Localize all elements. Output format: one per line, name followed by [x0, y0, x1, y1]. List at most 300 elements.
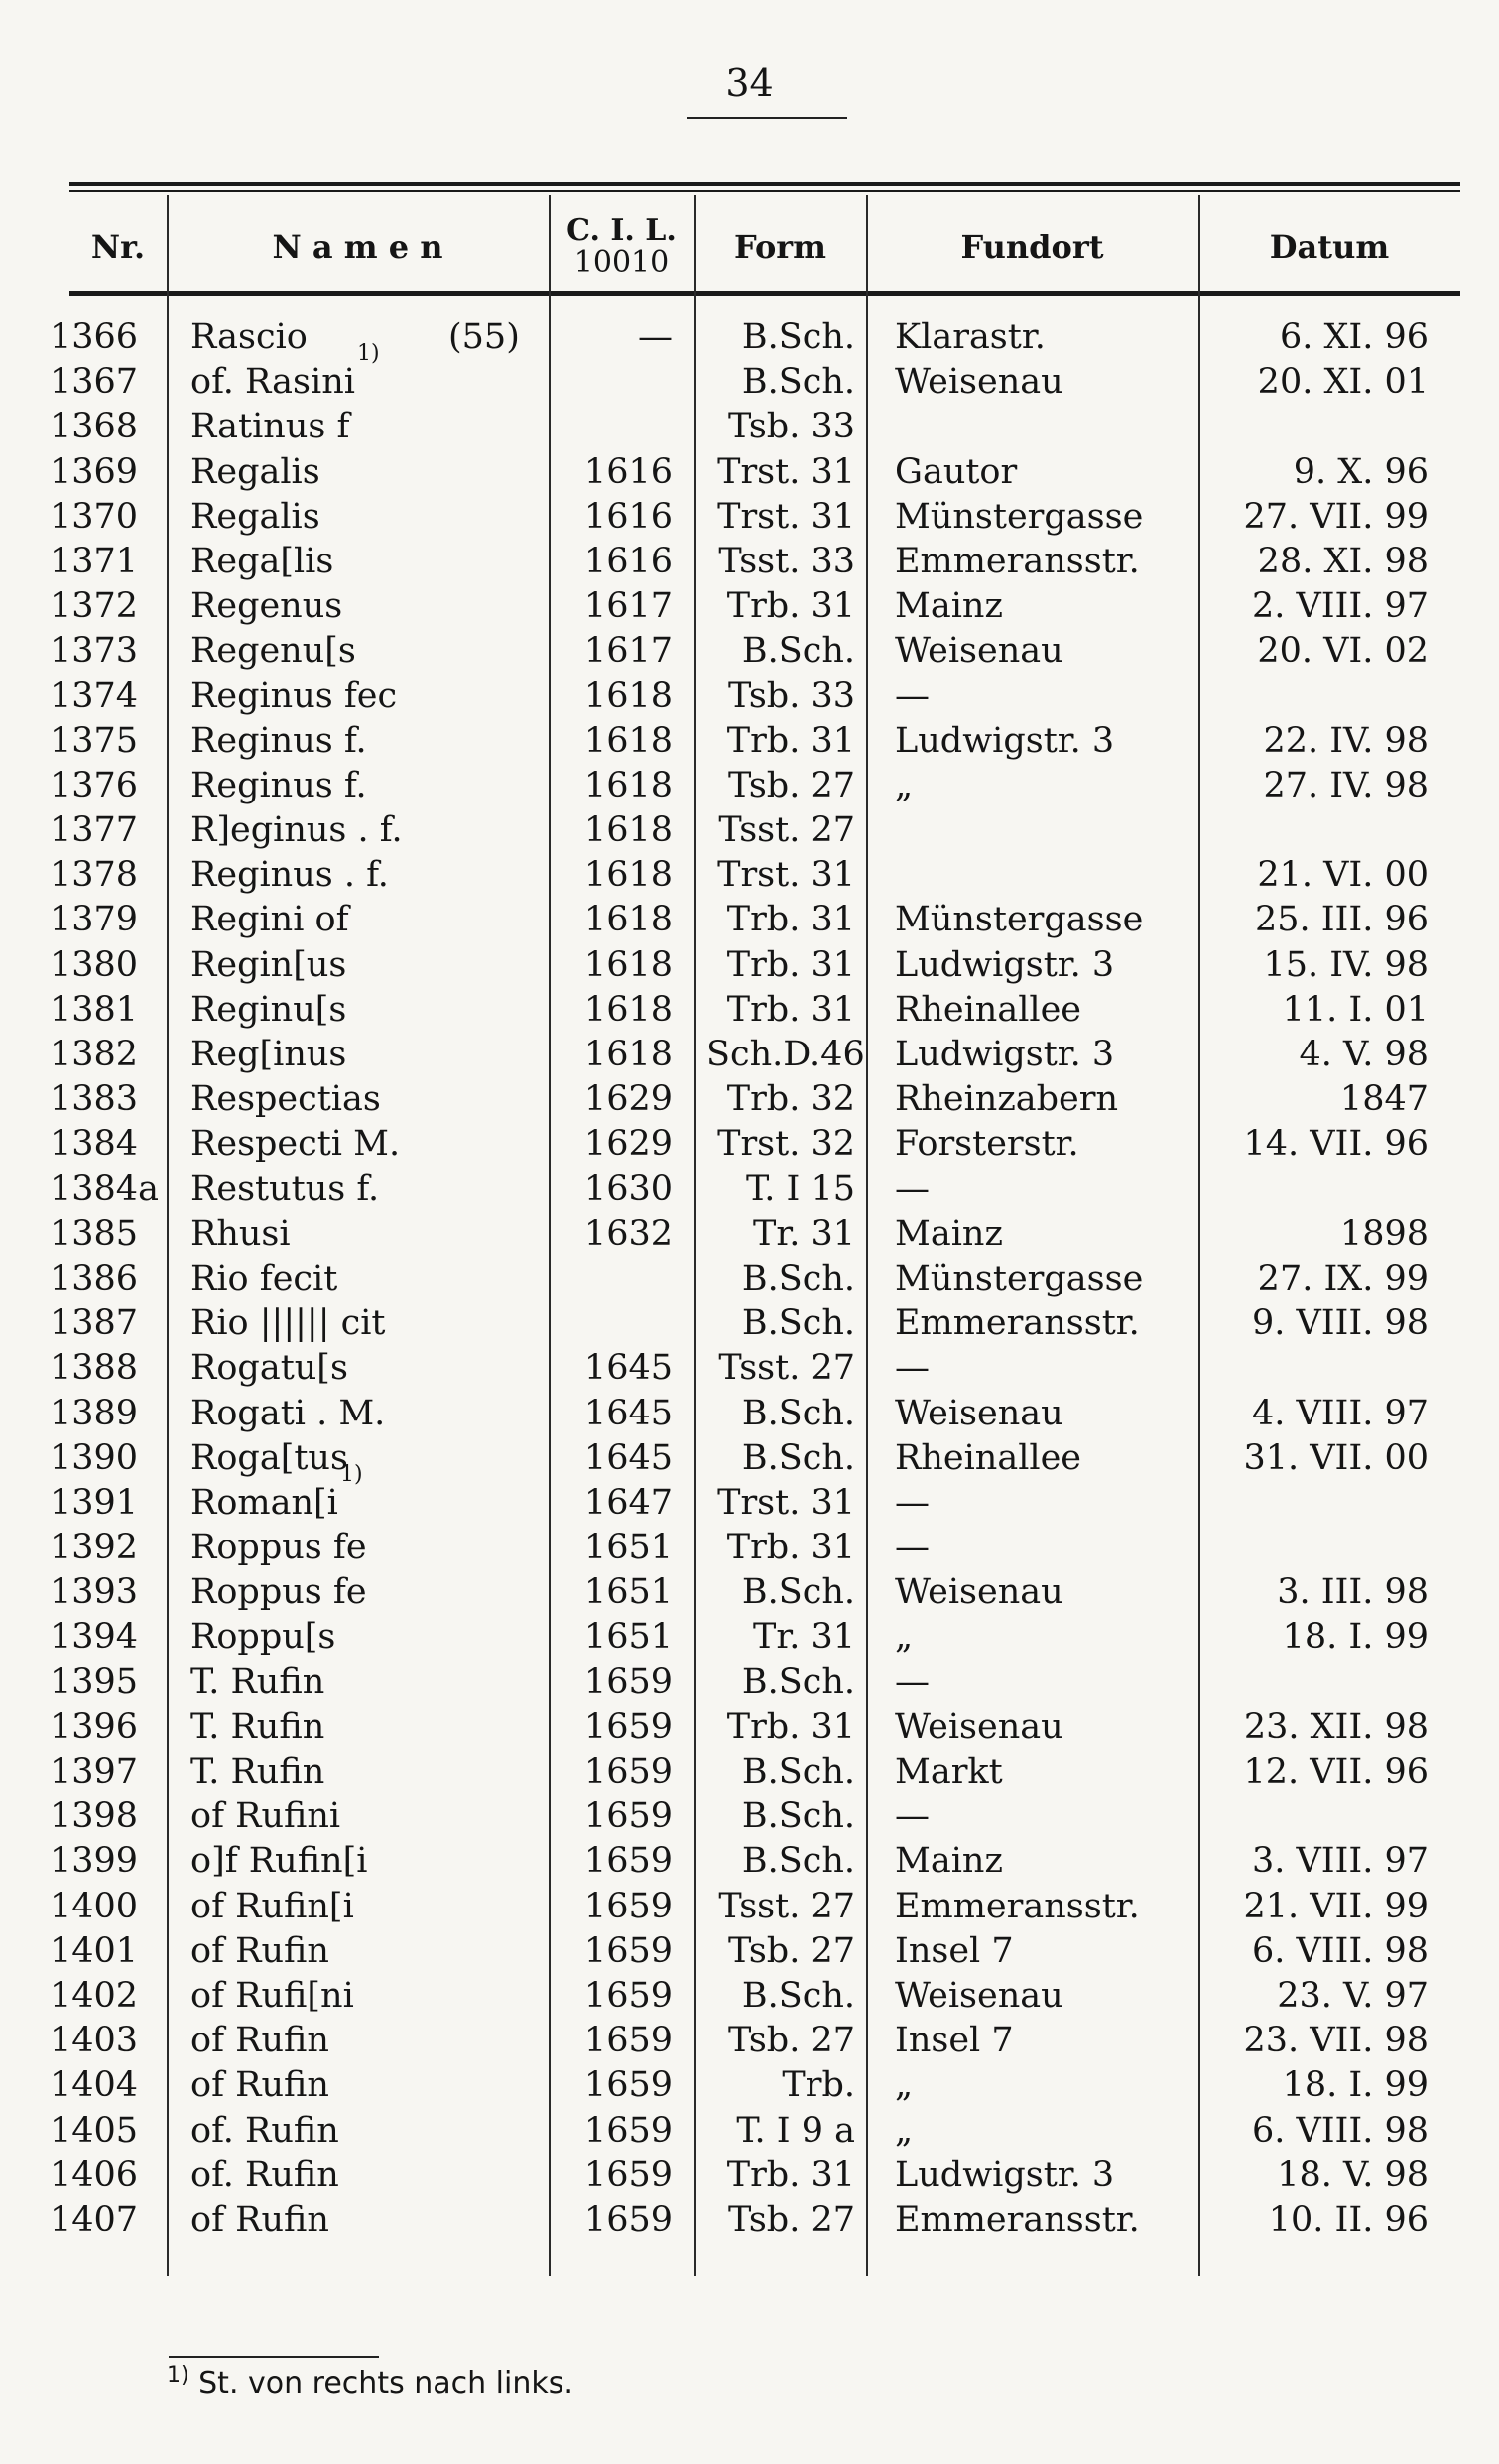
table-row — [0, 943, 1499, 988]
cell-cil: 1659 — [583, 1706, 673, 1747]
cell-nr: 1388 — [50, 1348, 139, 1389]
cell-form: B.Sch. — [741, 1303, 855, 1344]
cell-nr: 1395 — [50, 1662, 139, 1702]
cell-form: Trb. 31 — [726, 1706, 855, 1747]
cell-datum: 1898 — [1339, 1213, 1429, 1254]
cell-form: Trb. 31 — [726, 586, 855, 627]
cell-datum: 21. VI. 00 — [1257, 855, 1429, 896]
cell-nr: 1370 — [50, 496, 139, 537]
cell-form: B.Sch. — [741, 1796, 855, 1837]
cell-name: of. Rasini — [190, 362, 355, 403]
table-body — [0, 315, 1499, 2243]
cell-cil: 1659 — [583, 1752, 673, 1791]
cell-cil: 1618 — [583, 944, 673, 985]
cell-name: Regalis — [190, 451, 320, 492]
cell-nr: 1367 — [50, 362, 139, 403]
table-row — [0, 2154, 1499, 2198]
cell-datum: 20. XI. 01 — [1257, 362, 1429, 403]
cell-form: B.Sch. — [741, 1841, 855, 1882]
cell-name: Regenu[s — [190, 631, 356, 672]
cell-name: Rio fecit — [190, 1258, 338, 1298]
cell-nr: 1375 — [50, 720, 139, 761]
cell-datum: 12. VII. 96 — [1243, 1752, 1429, 1791]
cell-form: Trst. 32 — [717, 1124, 855, 1165]
table-row — [0, 584, 1499, 629]
cell-form: Trb. 32 — [726, 1079, 855, 1120]
table-row — [0, 1122, 1499, 1167]
header-cil-bottom: 10010 — [573, 245, 670, 280]
cell-nr: 1390 — [50, 1437, 139, 1478]
table-row — [0, 2109, 1499, 2154]
cell-fundort: „ — [895, 2110, 914, 2151]
cell-cil: 1618 — [583, 810, 673, 851]
cell-name: Regin[us — [190, 944, 347, 985]
cell-cil: 1659 — [583, 2199, 673, 2240]
cell-cil: 1618 — [583, 900, 673, 940]
cell-cil: 1629 — [583, 1124, 673, 1165]
cell-fundort: Mainz — [895, 1213, 1003, 1254]
cell-name: Reginus . f. — [190, 855, 389, 896]
cell-datum: 10. II. 96 — [1268, 2199, 1429, 2240]
cell-fundort: Weisenau — [895, 1975, 1063, 2016]
table-row — [0, 1794, 1499, 1839]
cell-nr: 1398 — [50, 1796, 139, 1837]
cell-name: Ratinus f — [190, 407, 350, 447]
cell-cil: 1617 — [583, 586, 673, 627]
cell-datum: 1847 — [1339, 1079, 1429, 1120]
table-row — [0, 1257, 1499, 1301]
cell-datum: 9. X. 96 — [1293, 451, 1429, 492]
cell-nr: 1377 — [50, 810, 139, 851]
cell-form: Tsb. 27 — [728, 765, 855, 805]
cell-nr: 1389 — [50, 1393, 139, 1433]
cell-fundort: — — [895, 1169, 930, 1209]
cell-cil: 1618 — [583, 676, 673, 716]
table-row — [0, 2198, 1499, 2243]
table-row — [0, 629, 1499, 674]
cell-datum: 23. V. 97 — [1277, 1975, 1429, 2016]
cell-fundort: — — [895, 1482, 930, 1523]
cell-name: R]eginus . f. — [190, 810, 403, 851]
cell-name: Roppus fe — [190, 1528, 367, 1568]
cell-form: Trb. 31 — [726, 900, 855, 940]
table-row — [0, 1526, 1499, 1570]
cell-nr: 1400 — [50, 1886, 139, 1926]
cell-cil: 1618 — [583, 765, 673, 805]
cell-fundort: Ludwigstr. 3 — [895, 720, 1115, 761]
cell-nr: 1403 — [50, 2021, 139, 2061]
cell-fundort: Münstergasse — [895, 900, 1144, 940]
cell-cil: 1659 — [583, 1796, 673, 1837]
cell-cil: 1630 — [583, 1169, 673, 1209]
cell-datum: 14. VII. 96 — [1243, 1124, 1429, 1165]
cell-form: Trst. 31 — [717, 855, 855, 896]
cell-cil: 1616 — [583, 496, 673, 537]
header-cil-top: C. I. L. — [566, 213, 677, 248]
cell-cil: 1659 — [583, 2021, 673, 2061]
cell-fundort: Insel 7 — [895, 1930, 1014, 1971]
cell-cil: — — [638, 317, 673, 357]
cell-nr: 1385 — [50, 1213, 139, 1254]
cell-cil: 1618 — [583, 855, 673, 896]
cell-datum: 28. XI. 98 — [1257, 541, 1429, 581]
cell-cil: 1632 — [583, 1213, 673, 1254]
cell-name: Roppus fe — [190, 1572, 367, 1613]
cell-form: Tsst. 33 — [718, 541, 855, 581]
cell-form: Tsb. 27 — [728, 2199, 855, 2240]
cell-datum: 6. XI. 96 — [1279, 317, 1429, 357]
cell-datum: 18. V. 98 — [1277, 2155, 1429, 2195]
table-row — [0, 1570, 1499, 1615]
cell-datum: 3. III. 98 — [1277, 1572, 1429, 1613]
cell-fundort: Mainz — [895, 586, 1003, 627]
cell-name: Reginus fec — [190, 676, 398, 716]
cell-name: T. Rufin — [190, 1662, 325, 1702]
cell-form: B.Sch. — [741, 1752, 855, 1791]
cell-form: B.Sch. — [741, 1437, 855, 1478]
cell-cil: 1659 — [583, 1975, 673, 2016]
cell-nr: 1387 — [50, 1303, 139, 1344]
cell-fundort: Emmeransstr. — [895, 1886, 1140, 1926]
cell-fundort: Münstergasse — [895, 1258, 1144, 1298]
cell-datum: 27. IV. 98 — [1263, 765, 1429, 805]
cell-datum: 6. VIII. 98 — [1251, 1930, 1429, 1971]
cell-datum: 22. IV. 98 — [1263, 720, 1429, 761]
cell-name: of Rufin[i — [190, 1886, 354, 1926]
cell-cil: 1645 — [583, 1437, 673, 1478]
cell-cil: 1629 — [583, 1079, 673, 1120]
cell-name: Roga[tus — [190, 1437, 348, 1478]
cell-form: B.Sch. — [741, 317, 855, 357]
cell-datum: 15. IV. 98 — [1263, 944, 1429, 985]
cell-extra: (55) — [448, 317, 520, 357]
cell-fundort: Klarastr. — [895, 317, 1046, 357]
cell-form: Tsst. 27 — [718, 1886, 855, 1926]
cell-form: B.Sch. — [741, 1393, 855, 1433]
cell-form: Tsb. 33 — [728, 676, 855, 716]
cell-fundort: Rheinallee — [895, 989, 1082, 1030]
cell-name: Rega[lis — [190, 541, 334, 581]
cell-fundort: — — [895, 676, 930, 716]
cell-fundort: Rheinallee — [895, 1437, 1082, 1478]
cell-nr: 1374 — [50, 676, 139, 716]
cell-name: Reg[inus — [190, 1035, 347, 1074]
cell-datum: 6. VIII. 98 — [1251, 2110, 1429, 2151]
cell-fundort: Weisenau — [895, 631, 1063, 672]
cell-datum: 20. VI. 02 — [1257, 631, 1429, 672]
cell-datum: 3. VIII. 97 — [1251, 1841, 1429, 1882]
cell-fundort: Markt — [895, 1752, 1003, 1791]
cell-cil: 1659 — [583, 2155, 673, 2195]
cell-name: Reginus f. — [190, 765, 367, 805]
cell-nr: 1380 — [50, 944, 139, 985]
cell-form: Trb. 31 — [726, 720, 855, 761]
cell-cil: 1618 — [583, 989, 673, 1030]
cell-fundort: „ — [895, 765, 914, 805]
cell-cil: 1659 — [583, 1930, 673, 1971]
cell-form: Tsst. 27 — [718, 810, 855, 851]
header-namen: N a m e n — [272, 228, 443, 266]
cell-datum: 2. VIII. 97 — [1251, 586, 1429, 627]
page-number-underline — [687, 117, 847, 119]
cell-name: of. Rufin — [190, 2110, 339, 2151]
table-row: 1367 of. Rasini 1) B.Sch. Weisenau 20. XI. 01 — [0, 360, 1499, 405]
table-row — [0, 1974, 1499, 2019]
header-fundort: Fundort — [960, 228, 1104, 266]
cell-datum: 23. VII. 98 — [1243, 2021, 1429, 2061]
cell-form: Tsb. 27 — [728, 1930, 855, 1971]
cell-nr: 1407 — [50, 2199, 139, 2240]
cell-datum: 18. I. 99 — [1282, 2065, 1429, 2106]
cell-datum: 27. IX. 99 — [1257, 1258, 1429, 1298]
cell-form: Trst. 31 — [717, 1482, 855, 1523]
cell-fundort: — — [895, 1528, 930, 1568]
table-row — [0, 315, 1499, 360]
table-row — [0, 1168, 1499, 1212]
cell-cil: 1659 — [583, 2065, 673, 2106]
cell-form: Trb. — [782, 2065, 855, 2106]
table-row — [0, 988, 1499, 1033]
cell-cil: 1617 — [583, 631, 673, 672]
cell-name: Rio |||||| cit — [190, 1303, 386, 1344]
cell-name: of Rufin — [190, 2021, 329, 2061]
cell-datum: 31. VII. 00 — [1243, 1437, 1429, 1478]
cell-fundort: — — [895, 1662, 930, 1702]
cell-nr: 1372 — [50, 586, 139, 627]
cell-name: Roman[i — [190, 1482, 338, 1523]
cell-nr: 1378 — [50, 855, 139, 896]
cell-fundort: „ — [895, 1617, 914, 1658]
cell-form: Tsst. 27 — [718, 1348, 855, 1389]
cell-fundort: Ludwigstr. 3 — [895, 944, 1115, 985]
cell-form: T. I 9 a — [736, 2110, 855, 2151]
cell-cil: 1659 — [583, 2110, 673, 2151]
cell-nr: 1396 — [50, 1706, 139, 1747]
cell-fundort: — — [895, 1796, 930, 1837]
table-row — [0, 1750, 1499, 1794]
table-row — [0, 1839, 1499, 1884]
cell-fundort: Münstergasse — [895, 496, 1144, 537]
cell-name: Roppu[s — [190, 1617, 336, 1658]
table-row — [0, 1615, 1499, 1660]
cell-cil: 1651 — [583, 1572, 673, 1613]
table-row — [0, 1212, 1499, 1257]
table-row — [0, 2019, 1499, 2063]
cell-datum: 25. III. 96 — [1254, 900, 1429, 940]
cell-fundort: Weisenau — [895, 362, 1063, 403]
cell-form: Trst. 31 — [717, 451, 855, 492]
cell-name: Regalis — [190, 496, 320, 537]
cell-nr: 1366 — [50, 317, 139, 357]
cell-datum: 9. VIII. 98 — [1251, 1303, 1429, 1344]
table-row — [0, 764, 1499, 808]
cell-form: B.Sch. — [741, 1975, 855, 2016]
cell-nr: 1371 — [50, 541, 139, 581]
cell-name: o]f Rufin[i — [190, 1841, 368, 1882]
cell-fundort: Weisenau — [895, 1572, 1063, 1613]
cell-cil: 1616 — [583, 541, 673, 581]
cell-fundort: Weisenau — [895, 1706, 1063, 1747]
cell-nr: 1402 — [50, 1975, 139, 2016]
cell-name: T. Rufin — [190, 1752, 325, 1791]
header-nr: Nr. — [90, 228, 146, 266]
cell-nr: 1399 — [50, 1841, 139, 1882]
cell-fundort: Emmeransstr. — [895, 1303, 1140, 1344]
cell-datum: 27. VII. 99 — [1243, 496, 1429, 537]
cell-nr: 1406 — [50, 2155, 139, 2195]
cell-form: Trb. 31 — [726, 2155, 855, 2195]
cell-datum: 23. XII. 98 — [1243, 1706, 1429, 1747]
cell-fundort: — — [895, 1348, 930, 1389]
cell-cil: 1618 — [583, 1035, 673, 1074]
cell-nr: 1376 — [50, 765, 139, 805]
cell-form: Trb. 31 — [726, 944, 855, 985]
cell-form: B.Sch. — [741, 1258, 855, 1298]
table-row — [0, 898, 1499, 942]
table-row — [0, 1077, 1499, 1122]
table-top-rule-thin — [69, 190, 1460, 192]
table-row — [0, 808, 1499, 853]
cell-cil: 1651 — [583, 1617, 673, 1658]
table-row — [0, 1885, 1499, 1929]
cell-form: B.Sch. — [741, 631, 855, 672]
cell-name: Rogati . M. — [190, 1393, 386, 1433]
table-row — [0, 1929, 1499, 1974]
cell-name: of Rufi[ni — [190, 1975, 354, 2016]
table-row — [0, 1301, 1499, 1346]
cell-form: Trb. 31 — [726, 989, 855, 1030]
cell-cil: 1659 — [583, 1841, 673, 1882]
cell-cil: 1645 — [583, 1393, 673, 1433]
cell-nr: 1393 — [50, 1572, 139, 1613]
cell-form: Trst. 31 — [717, 496, 855, 537]
cell-cil: 1618 — [583, 720, 673, 761]
table-row — [0, 675, 1499, 719]
cell-form: Tsb. 27 — [728, 2021, 855, 2061]
cell-fundort: Emmeransstr. — [895, 2199, 1140, 2240]
table-row — [0, 1661, 1499, 1705]
cell-form: Tr. 31 — [752, 1213, 855, 1254]
cell-nr: 1401 — [50, 1930, 139, 1971]
header-datum: Datum — [1269, 228, 1390, 266]
cell-nr: 1382 — [50, 1035, 139, 1074]
cell-datum: 18. I. 99 — [1282, 1617, 1429, 1658]
cell-name: Regini of — [190, 900, 349, 940]
cell-name: T. Rufin — [190, 1706, 325, 1747]
cell-cil: 1616 — [583, 451, 673, 492]
header-bottom-rule — [69, 291, 1460, 296]
cell-name: Rascio — [190, 317, 308, 357]
cell-nr: 1368 — [50, 407, 139, 447]
cell-datum: 4. V. 98 — [1299, 1035, 1429, 1074]
cell-form: Trb. 31 — [726, 1528, 855, 1568]
cell-form: Tr. 31 — [752, 1617, 855, 1658]
cell-form: B.Sch. — [741, 1572, 855, 1613]
cell-fundort: Mainz — [895, 1841, 1003, 1882]
header-cil — [549, 203, 694, 291]
cell-nr: 1386 — [50, 1258, 139, 1298]
cell-fundort: Weisenau — [895, 1393, 1063, 1433]
footnote-marker: 1) — [167, 2363, 189, 2388]
table-top-rule — [69, 182, 1460, 186]
cell-name: of. Rufin — [190, 2155, 339, 2195]
page-number: 34 — [725, 62, 774, 105]
cell-fundort: Ludwigstr. 3 — [895, 2155, 1115, 2195]
cell-form: Tsb. 33 — [728, 407, 855, 447]
cell-name: of Rufini — [190, 1796, 341, 1837]
table-row — [0, 1436, 1499, 1481]
cell-form: Sch.D.46 — [706, 1035, 865, 1074]
cell-form: B.Sch. — [741, 1662, 855, 1702]
header-form: Form — [733, 228, 827, 266]
cell-name: Rogatu[s — [190, 1348, 348, 1389]
cell-name: of Rufin — [190, 2199, 329, 2240]
cell-nr: 1383 — [50, 1079, 139, 1120]
footnote-rule — [169, 2356, 379, 2358]
table-row — [0, 1346, 1499, 1391]
cell-form: B.Sch. — [741, 362, 855, 403]
cell-name: Reginu[s — [190, 989, 347, 1030]
cell-nr: 1394 — [50, 1617, 139, 1658]
cell-nr: 1404 — [50, 2065, 139, 2106]
table-row — [0, 450, 1499, 495]
table-row — [0, 1392, 1499, 1436]
cell-fundort: Rheinzabern — [895, 1079, 1119, 1120]
cell-name: Rhusi — [190, 1213, 291, 1254]
table-row — [0, 1705, 1499, 1750]
cell-cil: 1659 — [583, 1886, 673, 1926]
table-row — [0, 2063, 1499, 2108]
cell-datum: 21. VII. 99 — [1243, 1886, 1429, 1926]
cell-form: T. I 15 — [746, 1169, 855, 1209]
table-row — [0, 719, 1499, 764]
cell-name: of Rufin — [190, 2065, 329, 2106]
cell-name: Reginus f. — [190, 720, 367, 761]
cell-nr: 1379 — [50, 900, 139, 940]
cell-cil: 1659 — [583, 1662, 673, 1702]
cell-name: Respecti M. — [190, 1124, 401, 1165]
cell-name: Respectias — [190, 1079, 381, 1120]
cell-nr: 1405 — [50, 2110, 139, 2151]
cell-fundort: Ludwigstr. 3 — [895, 1035, 1115, 1074]
footnote — [167, 2363, 573, 2401]
cell-name: Regenus — [190, 586, 343, 627]
cell-nr: 1391 — [50, 1482, 139, 1523]
cell-cil: 1647 — [583, 1482, 673, 1523]
cell-nr: 1369 — [50, 451, 139, 492]
cell-cil: 1651 — [583, 1528, 673, 1568]
footnote-text: St. von rechts nach links. — [198, 2366, 573, 2401]
table-row — [0, 853, 1499, 898]
table-row — [0, 405, 1499, 449]
cell-fundort: Insel 7 — [895, 2021, 1014, 2061]
cell-nr: 1384a — [50, 1169, 159, 1209]
cell-nr: 1397 — [50, 1752, 139, 1791]
table-row — [0, 1033, 1499, 1077]
cell-cil: 1645 — [583, 1348, 673, 1389]
cell-datum: 11. I. 01 — [1282, 989, 1429, 1030]
cell-nr: 1384 — [50, 1124, 139, 1165]
cell-fundort: Emmeransstr. — [895, 541, 1140, 581]
cell-name: of Rufin — [190, 1930, 329, 1971]
cell-fundort: Forsterstr. — [895, 1124, 1079, 1165]
cell-fundort: „ — [895, 2065, 914, 2106]
cell-datum: 4. VIII. 97 — [1251, 1393, 1429, 1433]
cell-nr: 1381 — [50, 989, 139, 1030]
table-row — [0, 495, 1499, 540]
cell-fundort: Gautor — [895, 451, 1018, 492]
cell-name: Restutus f. — [190, 1169, 380, 1209]
